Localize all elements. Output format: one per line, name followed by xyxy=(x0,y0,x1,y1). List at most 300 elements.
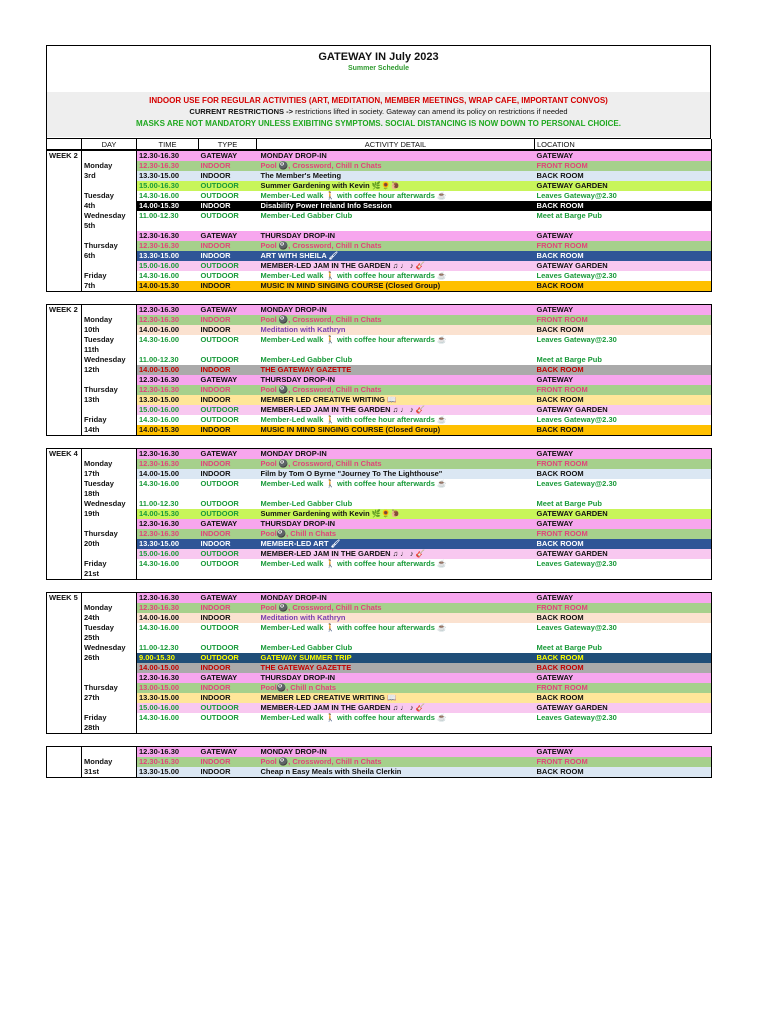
activity-cell: MEMBER LED CREATIVE WRITING 📖 xyxy=(257,395,535,405)
time-cell: 12.30-16.30 xyxy=(137,231,199,241)
location-cell: BACK ROOM xyxy=(535,325,712,335)
table-row xyxy=(47,261,712,271)
day-cell xyxy=(82,549,137,559)
type-cell: GATEWAY xyxy=(199,151,257,162)
table-row xyxy=(47,713,712,723)
activity-cell: THE GATEWAY GAZETTE xyxy=(257,365,535,375)
week-label: WEEK 5 xyxy=(47,593,82,734)
activity-cell: Meditation with Kathryn xyxy=(257,325,535,335)
type-cell: OUTDOOR xyxy=(200,211,239,220)
location-cell: BACK ROOM xyxy=(535,613,712,623)
type-cell: GATEWAY xyxy=(199,231,257,241)
time-cell: 9.00-15.30 xyxy=(137,653,199,663)
time-cell: 12.30-16.30 xyxy=(137,241,199,251)
day-cell: Tuesday xyxy=(82,623,137,633)
location-cell: Leaves Gateway@2.30 xyxy=(536,335,617,344)
time-cell: 11.00-12.30 xyxy=(139,211,179,220)
day-cell: 26th xyxy=(82,653,137,663)
location-cell: BACK ROOM xyxy=(535,395,712,405)
activity-cell xyxy=(257,633,535,643)
type-cell: INDOOR xyxy=(199,241,257,251)
day-cell xyxy=(82,305,137,316)
activity-cell: Pool🎱, Chill n Chats xyxy=(257,683,535,693)
day-cell: 7th xyxy=(82,281,137,292)
indoor-use-notice: INDOOR USE FOR REGULAR ACTIVITIES (ART, MEDITATION, MEMBER MEETINGS, WRAP CAFE, IMPORTANT CONVOS) xyxy=(149,96,608,105)
table-row xyxy=(47,425,712,436)
time-cell: 13.30-15.00 xyxy=(137,767,199,778)
week-table xyxy=(46,448,712,580)
location-cell: Meet at Barge Pub xyxy=(536,643,602,652)
type-cell xyxy=(199,569,257,580)
location-cell: BACK ROOM xyxy=(535,693,712,703)
activity-cell xyxy=(257,221,535,231)
time-cell: 15.00-16.00 xyxy=(137,261,199,271)
col-activity: ACTIVITY DETAIL xyxy=(257,139,535,150)
time-cell: 13.30-15.00 xyxy=(137,251,199,261)
time-cell: 14.30-16.00 xyxy=(139,479,180,488)
col-type: TYPE xyxy=(199,139,257,150)
location-cell xyxy=(535,633,712,643)
col-location: LOCATION xyxy=(535,139,712,150)
activity-cell: MONDAY DROP-IN xyxy=(257,593,535,604)
time-cell: 13.30-15.00 xyxy=(137,171,199,181)
activity-cell: MEMBER-LED JAM IN THE GARDEN ♫ ♩ ♪ 🎸 xyxy=(257,549,535,559)
location-cell: GATEWAY xyxy=(535,375,712,385)
time-cell: 12.30-16.30 xyxy=(137,519,199,529)
location-cell: FRONT ROOM xyxy=(535,757,712,767)
day-cell xyxy=(82,261,137,271)
day-cell: Thursday xyxy=(82,683,137,693)
time-cell: 12.30-16.30 xyxy=(137,305,199,316)
day-cell xyxy=(82,519,137,529)
type-cell: INDOOR xyxy=(199,757,257,767)
activity-cell: ART WITH SHEILA 🖌 xyxy=(257,251,535,261)
week-table xyxy=(46,150,712,292)
location-cell: GATEWAY xyxy=(535,519,712,529)
table-row xyxy=(47,271,712,281)
week-gap xyxy=(46,436,711,448)
day-cell xyxy=(82,703,137,713)
table-row xyxy=(47,459,712,469)
day-cell: 21st xyxy=(82,569,137,580)
day-cell: Tuesday xyxy=(82,479,137,489)
location-cell: FRONT ROOM xyxy=(535,241,712,251)
location-cell: FRONT ROOM xyxy=(535,161,712,171)
type-cell: INDOOR xyxy=(199,425,257,436)
activity-cell: THURSDAY DROP-IN xyxy=(257,375,535,385)
day-cell: Thursday xyxy=(82,529,137,539)
day-cell: 3rd xyxy=(82,171,137,181)
table-row xyxy=(47,469,712,479)
table-row xyxy=(47,623,712,633)
type-cell xyxy=(199,221,257,231)
time-cell: 14.00-15.30 xyxy=(137,509,199,519)
time-cell: 12.30-16.30 xyxy=(137,529,199,539)
table-row xyxy=(47,673,712,683)
time-cell: 14.00-15.30 xyxy=(137,281,199,292)
time-cell xyxy=(137,633,199,643)
activity-cell: Member-Led walk 🚶 with coffee hour afterwards ☕ xyxy=(260,713,447,722)
table-row xyxy=(47,747,712,758)
location-cell: Leaves Gateway@2.30 xyxy=(536,713,617,722)
day-cell: Wednesday xyxy=(82,211,137,221)
activity-cell: MUSIC IN MIND SINGING COURSE (Closed Group) xyxy=(257,281,535,292)
activity-cell xyxy=(257,723,535,734)
activity-cell: Cheap n Easy Meals with Sheila Clerkin xyxy=(257,767,535,778)
type-cell: OUTDOOR xyxy=(199,653,257,663)
activity-cell: Member-Led walk 🚶 with coffee hour afterwards ☕ xyxy=(260,271,447,280)
activity-cell: Member-Led walk 🚶 with coffee hour afterwards ☕ xyxy=(260,335,447,344)
type-cell: OUTDOOR xyxy=(200,623,239,632)
type-cell: GATEWAY xyxy=(199,449,257,460)
col-day: DAY xyxy=(82,139,137,150)
activity-cell: The Member's Meeting xyxy=(257,171,535,181)
time-cell xyxy=(137,723,199,734)
activity-cell: Disability Power Ireland Info Session xyxy=(257,201,535,211)
time-cell: 12.30-16.30 xyxy=(137,161,199,171)
time-cell: 14.00-15.30 xyxy=(137,201,199,211)
time-cell: 12.30-16.30 xyxy=(137,593,199,604)
time-cell: 14.30-16.00 xyxy=(139,271,180,280)
type-cell xyxy=(199,345,257,355)
time-cell: 15.00-16.00 xyxy=(137,703,199,713)
table-row xyxy=(47,151,712,162)
type-cell: OUTDOOR xyxy=(200,415,239,424)
activity-cell: Pool🎱, Chill n Chats xyxy=(257,529,535,539)
time-cell: 13.00-15.00 xyxy=(137,683,199,693)
day-cell: Monday xyxy=(82,603,137,613)
day-cell xyxy=(82,375,137,385)
activity-cell: Member-Led walk 🚶 with coffee hour afterwards ☕ xyxy=(260,479,447,488)
table-row xyxy=(47,489,712,499)
table-row xyxy=(47,221,712,231)
table-row xyxy=(47,211,712,221)
day-cell: Monday xyxy=(82,315,137,325)
table-row xyxy=(47,757,712,767)
time-cell xyxy=(137,569,199,580)
type-cell: GATEWAY xyxy=(199,593,257,604)
activity-cell: Pool 🎱, Crossword, Chill n Chats xyxy=(257,241,535,251)
day-cell: 14th xyxy=(82,425,137,436)
time-cell: 14.30-16.00 xyxy=(139,623,180,632)
location-cell xyxy=(535,221,712,231)
location-cell: Leaves Gateway@2.30 xyxy=(536,191,617,200)
time-cell: 14.00-15.30 xyxy=(137,425,199,436)
col-time: TIME xyxy=(137,139,199,150)
week-label: WEEK 4 xyxy=(47,449,82,580)
table-row xyxy=(47,767,712,778)
day-cell: Tuesday xyxy=(82,335,137,345)
activity-cell: MONDAY DROP-IN xyxy=(257,747,535,758)
time-cell: 14.30-16.00 xyxy=(139,559,180,568)
activity-cell: Member-Led Gabber Club xyxy=(260,355,353,364)
activity-cell: Member-Led walk 🚶 with coffee hour afterwards ☕ xyxy=(260,415,447,424)
type-cell: INDOOR xyxy=(199,693,257,703)
week-label: WEEK 2 xyxy=(47,151,82,292)
type-cell: OUTDOOR xyxy=(200,559,239,568)
activity-cell: MEMBER LED CREATIVE WRITING 📖 xyxy=(257,693,535,703)
time-cell: 14.30-16.00 xyxy=(139,713,180,722)
type-cell: GATEWAY xyxy=(199,673,257,683)
day-cell: Friday xyxy=(82,271,137,281)
location-cell: Leaves Gateway@2.30 xyxy=(536,271,617,280)
day-cell: Wednesday xyxy=(82,355,137,365)
location-cell xyxy=(535,489,712,499)
activity-cell: Member-Led Gabber Club xyxy=(260,499,353,508)
type-cell: GATEWAY xyxy=(199,305,257,316)
table-row xyxy=(47,231,712,241)
location-cell: BACK ROOM xyxy=(535,767,712,778)
day-cell xyxy=(82,747,137,758)
location-cell: GATEWAY GARDEN xyxy=(535,181,712,191)
day-cell: 6th xyxy=(82,251,137,261)
day-cell xyxy=(82,593,137,604)
time-cell: 12.30-16.30 xyxy=(137,375,199,385)
activity-cell: MUSIC IN MIND SINGING COURSE (Closed Group) xyxy=(257,425,535,436)
time-cell: 14.00-15.00 xyxy=(137,469,199,479)
activity-cell: GATEWAY SUMMER TRIP xyxy=(257,653,535,663)
activity-cell: Summer Gardening with Kevin 🌿🌻🐌 xyxy=(257,509,535,519)
time-cell: 15.00-16.30 xyxy=(137,181,199,191)
type-cell: INDOOR xyxy=(199,663,257,673)
day-cell: 19th xyxy=(82,509,137,519)
time-cell: 11.00-12.30 xyxy=(139,355,179,364)
week-gap xyxy=(46,292,711,304)
day-cell: 10th xyxy=(82,325,137,335)
location-cell: GATEWAY GARDEN xyxy=(535,405,712,415)
location-cell: Meet at Barge Pub xyxy=(536,355,602,364)
type-cell: INDOOR xyxy=(199,315,257,325)
day-cell: 20th xyxy=(82,539,137,549)
location-cell: GATEWAY xyxy=(535,593,712,604)
type-cell: GATEWAY xyxy=(199,747,257,758)
activity-cell xyxy=(257,489,535,499)
type-cell: INDOOR xyxy=(199,539,257,549)
type-cell: INDOOR xyxy=(199,469,257,479)
activity-cell xyxy=(257,569,535,580)
restrictions-notice xyxy=(47,107,710,116)
day-cell: Thursday xyxy=(82,385,137,395)
location-cell: BACK ROOM xyxy=(535,171,712,181)
day-cell xyxy=(82,181,137,191)
type-cell: OUTDOOR xyxy=(199,261,257,271)
location-cell: BACK ROOM xyxy=(535,469,712,479)
location-cell: Meet at Barge Pub xyxy=(536,499,602,508)
table-row xyxy=(47,365,712,375)
activity-cell: THURSDAY DROP-IN xyxy=(257,673,535,683)
type-cell: OUTDOOR xyxy=(199,703,257,713)
table-row xyxy=(47,201,712,211)
time-cell: 12.30-16.30 xyxy=(137,603,199,613)
table-row xyxy=(47,405,712,415)
day-cell: 18th xyxy=(82,489,137,499)
day-cell: Monday xyxy=(82,757,137,767)
type-cell: OUTDOOR xyxy=(200,271,239,280)
type-cell: OUTDOOR xyxy=(200,499,239,508)
time-cell: 12.30-16.30 xyxy=(137,385,199,395)
schedule-sheet xyxy=(46,45,711,778)
table-row xyxy=(47,171,712,181)
type-cell xyxy=(199,489,257,499)
location-cell: GATEWAY xyxy=(535,305,712,316)
activity-cell: MEMBER-LED JAM IN THE GARDEN ♫ ♩ ♪ 🎸 xyxy=(257,405,535,415)
type-cell: OUTDOOR xyxy=(200,335,239,344)
table-row xyxy=(47,395,712,405)
time-cell: 15.00-16.00 xyxy=(137,405,199,415)
type-cell: GATEWAY xyxy=(199,375,257,385)
day-cell: 28th xyxy=(82,723,137,734)
activity-cell: Member-Led Gabber Club xyxy=(260,211,353,220)
day-cell: 11th xyxy=(82,345,137,355)
week-table xyxy=(46,592,712,734)
activity-cell: Pool 🎱, Crossword, Chill n Chats xyxy=(257,161,535,171)
activity-cell: THURSDAY DROP-IN xyxy=(257,519,535,529)
type-cell: INDOOR xyxy=(199,459,257,469)
location-cell: GATEWAY GARDEN xyxy=(535,549,712,559)
activity-cell: Pool 🎱, Crossword, Chill n Chats xyxy=(257,459,535,469)
type-cell: INDOOR xyxy=(199,767,257,778)
type-cell: INDOOR xyxy=(199,385,257,395)
table-row xyxy=(47,593,712,604)
location-cell: BACK ROOM xyxy=(535,365,712,375)
table-row xyxy=(47,559,712,569)
day-cell: Monday xyxy=(82,161,137,171)
location-cell: GATEWAY xyxy=(535,673,712,683)
table-row xyxy=(47,723,712,734)
table-row xyxy=(47,191,712,201)
time-cell xyxy=(137,221,199,231)
table-row xyxy=(47,385,712,395)
masks-notice: MASKS ARE NOT MANDATORY UNLESS EXIBITING SYMPTOMS. SOCIAL DISTANCING IS NOW DOWN TO PERSONAL CHOICE. xyxy=(136,119,621,128)
activity-cell: MEMBER-LED JAM IN THE GARDEN ♫ ♩ ♪ 🎸 xyxy=(257,261,535,271)
table-row xyxy=(47,499,712,509)
day-cell xyxy=(82,449,137,460)
type-cell: INDOOR xyxy=(199,683,257,693)
time-cell: 12.30-16.30 xyxy=(137,315,199,325)
location-cell: BACK ROOM xyxy=(535,281,712,292)
time-cell: 12.30-16.30 xyxy=(137,151,199,162)
schedule-header xyxy=(46,45,711,139)
location-cell xyxy=(535,723,712,734)
table-row xyxy=(47,683,712,693)
day-cell: Thursday xyxy=(82,241,137,251)
type-cell: INDOOR xyxy=(199,171,257,181)
location-cell: FRONT ROOM xyxy=(535,459,712,469)
activity-cell: Member-Led walk 🚶 with coffee hour afterwards ☕ xyxy=(260,623,447,632)
day-cell: 4th xyxy=(82,201,137,211)
activity-cell: Film by Tom O Byrne "Journey To The Lighthouse" xyxy=(257,469,535,479)
activity-cell: MONDAY DROP-IN xyxy=(257,449,535,460)
table-row xyxy=(47,335,712,345)
weeks-container xyxy=(46,150,711,778)
day-cell: 5th xyxy=(82,221,137,231)
week-gap xyxy=(46,580,711,592)
type-cell: INDOOR xyxy=(199,325,257,335)
day-cell: 25th xyxy=(82,633,137,643)
time-cell: 14.00-15.00 xyxy=(137,365,199,375)
location-cell: BACK ROOM xyxy=(535,201,712,211)
time-cell: 12.30-16.30 xyxy=(137,757,199,767)
time-cell: 14.30-16.00 xyxy=(139,335,180,344)
location-cell: FRONT ROOM xyxy=(535,603,712,613)
day-cell: Wednesday xyxy=(82,643,137,653)
location-cell xyxy=(535,345,712,355)
time-cell: 11.00-12.30 xyxy=(139,499,179,508)
type-cell: INDOOR xyxy=(199,161,257,171)
activity-cell: MONDAY DROP-IN xyxy=(257,305,535,316)
location-cell: Leaves Gateway@2.30 xyxy=(536,415,617,424)
location-cell: GATEWAY GARDEN xyxy=(535,703,712,713)
table-row xyxy=(47,569,712,580)
type-cell: INDOOR xyxy=(199,365,257,375)
type-cell: OUTDOOR xyxy=(200,713,239,722)
activity-cell: Pool 🎱, Crossword, Chill n Chats xyxy=(257,315,535,325)
activity-cell: Meditation with Kathryn xyxy=(257,613,535,623)
table-row xyxy=(47,345,712,355)
time-cell: 14.00-16.00 xyxy=(137,325,199,335)
activity-cell xyxy=(257,345,535,355)
type-cell: GATEWAY xyxy=(199,519,257,529)
table-row xyxy=(47,181,712,191)
day-cell: 31st xyxy=(82,767,137,778)
time-cell: 14.30-16.00 xyxy=(139,191,180,200)
location-cell: Leaves Gateway@2.30 xyxy=(536,623,617,632)
location-cell xyxy=(535,569,712,580)
time-cell xyxy=(137,489,199,499)
table-row xyxy=(47,315,712,325)
location-cell: GATEWAY xyxy=(535,151,712,162)
type-cell: INDOOR xyxy=(199,251,257,261)
time-cell: 12.30-16.30 xyxy=(137,747,199,758)
activity-cell: Summer Gardening with Kevin 🌿🌻🐌 xyxy=(257,181,535,191)
table-row xyxy=(47,281,712,292)
notice-box xyxy=(47,92,710,137)
table-row xyxy=(47,663,712,673)
table-row xyxy=(47,305,712,316)
type-cell: INDOOR xyxy=(199,529,257,539)
table-row xyxy=(47,529,712,539)
activity-cell: Member-Led walk 🚶 with coffee hour afterwards ☕ xyxy=(260,559,447,568)
table-row xyxy=(47,613,712,623)
type-cell xyxy=(199,723,257,734)
table-row xyxy=(47,241,712,251)
time-cell xyxy=(137,345,199,355)
table-row xyxy=(47,653,712,663)
col-week xyxy=(47,139,82,150)
day-cell: Friday xyxy=(82,713,137,723)
activity-cell: Member-Led walk 🚶 with coffee hour afterwards ☕ xyxy=(260,191,447,200)
table-row xyxy=(47,603,712,613)
activity-cell: Member-Led Gabber Club xyxy=(260,643,353,652)
type-cell: INDOOR xyxy=(199,395,257,405)
week-label: WEEK 2 xyxy=(47,305,82,436)
time-cell: 14.30-16.00 xyxy=(139,415,180,424)
time-cell: 13.30-15.00 xyxy=(137,693,199,703)
type-cell: OUTDOOR xyxy=(199,509,257,519)
table-row xyxy=(47,479,712,489)
time-cell: 12.30-16.30 xyxy=(137,459,199,469)
week-label xyxy=(47,747,82,778)
restrictions-label: CURRENT RESTRICTIONS -> xyxy=(189,107,296,116)
table-row xyxy=(47,325,712,335)
type-cell: OUTDOOR xyxy=(200,479,239,488)
type-cell: OUTDOOR xyxy=(200,191,239,200)
day-cell: Friday xyxy=(82,415,137,425)
type-cell: OUTDOOR xyxy=(200,643,239,652)
location-cell: GATEWAY xyxy=(535,449,712,460)
time-cell: 12.30-16.30 xyxy=(137,673,199,683)
day-cell: 13th xyxy=(82,395,137,405)
